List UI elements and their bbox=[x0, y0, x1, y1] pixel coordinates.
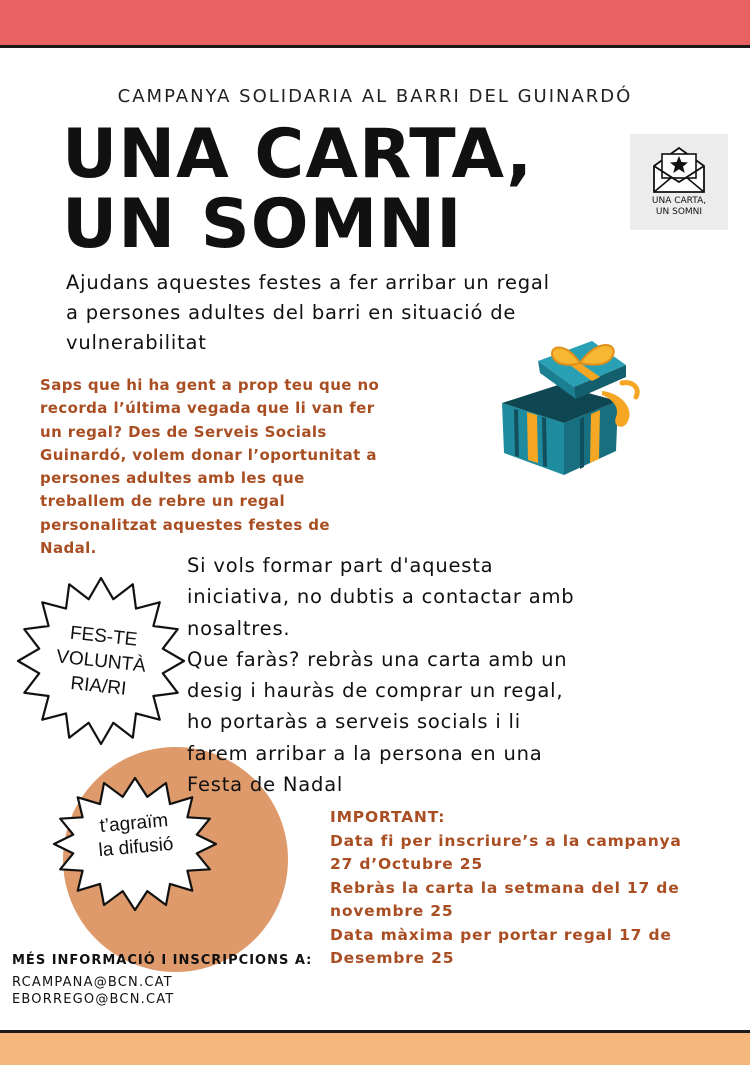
important-line: Rebràs la carta la setmana del 17 de bbox=[330, 878, 680, 897]
contact-email-link[interactable]: EBORREGO@BCN.CAT bbox=[12, 992, 175, 1007]
campaign-logo bbox=[630, 134, 728, 230]
saps-line: persones adultes amb les que bbox=[40, 469, 305, 488]
main-line: desig i hauràs de comprar un regal, bbox=[187, 679, 564, 703]
badge-line: FES-TE bbox=[68, 622, 139, 651]
intro-line: vulnerabilitat bbox=[66, 331, 207, 354]
gift-box-illustration bbox=[494, 335, 644, 485]
saps-line: recorda l’última vegada que li van fer bbox=[40, 399, 375, 418]
main-line: ho portaràs a serveis socials i li bbox=[187, 710, 521, 734]
saps-line: Saps que hi ha gent a prop teu que no bbox=[40, 376, 380, 394]
main-line: Si vols formar part d'aquesta bbox=[187, 554, 494, 577]
saps-line: Guinardó, volem donar l’oportunitat a bbox=[40, 445, 377, 464]
logo-caption bbox=[630, 196, 728, 218]
main-line: iniciativa, no dubtis a contactar amb bbox=[187, 585, 575, 609]
bottom-color-band bbox=[0, 1030, 750, 1065]
main-line: Que faràs? rebràs una carta amb un bbox=[187, 647, 568, 671]
saps-line: treballem de rebre un regal bbox=[40, 492, 286, 511]
main-paragraph bbox=[187, 550, 737, 800]
logo-caption-line-1: UNA CARTA, bbox=[651, 196, 707, 206]
saps-line: Nadal. bbox=[40, 539, 97, 558]
thanks-badge bbox=[52, 776, 218, 912]
important-dates bbox=[330, 806, 740, 971]
important-line: Desembre 25 bbox=[330, 949, 455, 967]
main-line: Festa de Nadal bbox=[187, 773, 344, 797]
saps-line: un regal? Des de Serveis Socials bbox=[40, 422, 327, 441]
important-heading: IMPORTANT: bbox=[330, 808, 446, 826]
important-line: novembre 25 bbox=[330, 902, 454, 920]
intro-line: Ajudans aquestes festes a fer arribar un regal bbox=[66, 271, 550, 294]
title-line-2: UN SOMNI bbox=[62, 185, 463, 264]
gift-box-icon bbox=[494, 335, 644, 480]
top-color-band bbox=[0, 0, 750, 48]
contact-label: MÉS INFORMACIÓ I INSCRIPCIONS A: bbox=[12, 953, 313, 968]
page-title bbox=[62, 115, 534, 264]
saps-line: personalitzat aquestes festes de bbox=[40, 515, 331, 534]
logo-caption-line-2: UN SOMNI bbox=[655, 207, 703, 217]
contact-email-link[interactable]: RCAMPANA@BCN.CAT bbox=[12, 975, 173, 990]
important-line: Data fi per inscriure’s a la campanya bbox=[330, 831, 682, 850]
main-line: nosaltres. bbox=[187, 616, 291, 640]
volunteer-badge bbox=[16, 576, 186, 746]
badge-line: t’agraïm bbox=[98, 810, 170, 837]
campaign-kicker: CAMPANYA SOLIDARIA AL BARRI DEL GUINARDÓ bbox=[117, 86, 633, 107]
badge-line: VOLUNTÀ bbox=[55, 646, 147, 677]
title-line-1: UNA CARTA, bbox=[62, 115, 534, 194]
important-line: 27 d’Octubre 25 bbox=[330, 855, 483, 873]
main-line: farem arribar a la persona en una bbox=[187, 741, 543, 765]
envelope-star-icon bbox=[650, 144, 708, 196]
badge-line: la difusió bbox=[97, 833, 175, 862]
important-line: Data màxima per portar regal 17 de bbox=[330, 925, 672, 944]
saps-paragraph bbox=[40, 374, 460, 560]
badge-line: RIA/RI bbox=[69, 672, 128, 700]
intro-line: a persones adultes del barri en situació de bbox=[66, 301, 517, 324]
